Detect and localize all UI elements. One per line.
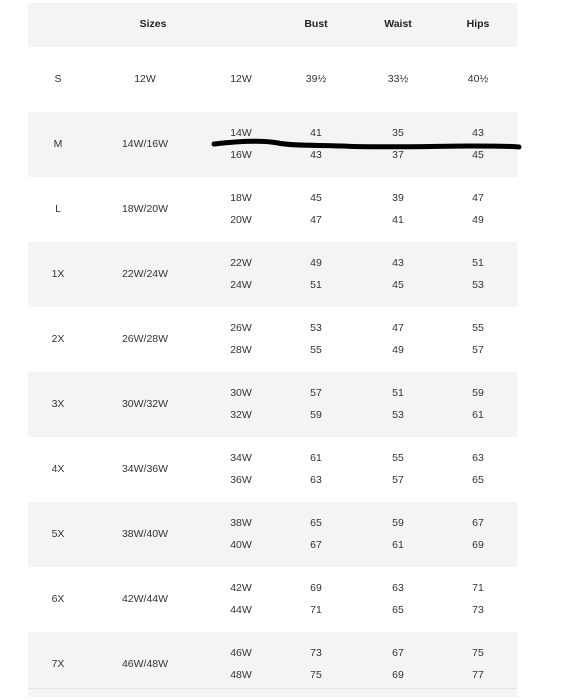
- waist-value: 39: [392, 192, 404, 204]
- women-size: 40W: [230, 539, 252, 551]
- waist-value: 49: [392, 344, 404, 356]
- women-size: 34W: [230, 452, 252, 464]
- hips-value: 69: [472, 539, 484, 551]
- hips-value: 40½: [467, 73, 489, 85]
- bust-value: 67: [310, 539, 322, 551]
- waist-value: 41: [392, 214, 404, 226]
- hips-value: 47: [472, 192, 484, 204]
- size-range: 42W/44W: [121, 593, 169, 605]
- waist-value: 61: [392, 539, 404, 551]
- waist-value: 35: [392, 127, 404, 139]
- women-size: 26W: [230, 322, 252, 334]
- hips-value: 57: [472, 344, 484, 356]
- waist-value: 69: [392, 669, 404, 681]
- hips-value: 55: [472, 322, 484, 334]
- size-label: M: [53, 138, 63, 150]
- size-range: 34W/36W: [121, 463, 169, 475]
- waist-value: 33½: [387, 73, 409, 85]
- women-size: 24W: [230, 279, 252, 291]
- waist-value: 51: [392, 387, 404, 399]
- women-size: 48W: [230, 669, 252, 681]
- bust-value: 47: [310, 214, 322, 226]
- size-label: 7X: [51, 658, 65, 670]
- women-size: 12W: [230, 73, 252, 85]
- size-label: 6X: [51, 593, 65, 605]
- size-range: 18W/20W: [121, 203, 169, 215]
- waist-value: 37: [392, 149, 404, 161]
- waist-value: 57: [392, 474, 404, 486]
- women-size: 32W: [230, 409, 252, 421]
- size-range: 38W/40W: [121, 528, 169, 540]
- women-size: 44W: [230, 604, 252, 616]
- bust-value: 51: [310, 279, 322, 291]
- women-size: 30W: [230, 387, 252, 399]
- waist-value: 43: [392, 257, 404, 269]
- size-label: 4X: [51, 463, 65, 475]
- hips-value: 49: [472, 214, 484, 226]
- size-label: 1X: [51, 268, 65, 280]
- waist-value: 55: [392, 452, 404, 464]
- bust-value: 63: [310, 474, 322, 486]
- women-size: 16W: [230, 149, 252, 161]
- size-label: S: [54, 73, 62, 85]
- size-range: 30W/32W: [121, 398, 169, 410]
- hips-value: 67: [472, 517, 484, 529]
- header-sizes: Sizes: [139, 18, 167, 30]
- women-size: 18W: [230, 192, 252, 204]
- header-bust: Bust: [304, 18, 328, 30]
- hips-value: 51: [472, 257, 484, 269]
- bust-value: 69: [310, 582, 322, 594]
- hips-value: 53: [472, 279, 484, 291]
- bust-value: 75: [310, 669, 322, 681]
- size-range: 46W/48W: [121, 658, 169, 670]
- size-label: 3X: [51, 398, 65, 410]
- bust-value: 73: [310, 647, 322, 659]
- size-range: 14W/16W: [121, 138, 169, 150]
- women-size: 14W: [230, 127, 252, 139]
- waist-value: 47: [392, 322, 404, 334]
- bust-value: 43: [310, 149, 322, 161]
- hips-value: 61: [472, 409, 484, 421]
- women-size: 46W: [230, 647, 252, 659]
- bust-value: 71: [310, 604, 322, 616]
- bust-value: 53: [310, 322, 322, 334]
- size-range: 22W/24W: [121, 268, 169, 280]
- waist-value: 63: [392, 582, 404, 594]
- size-label: L: [55, 203, 61, 215]
- size-label: 2X: [51, 333, 65, 345]
- waist-value: 59: [392, 517, 404, 529]
- hips-value: 71: [472, 582, 484, 594]
- bust-value: 59: [310, 409, 322, 421]
- waist-value: 45: [392, 279, 404, 291]
- hips-value: 77: [472, 669, 484, 681]
- bust-value: 57: [310, 387, 322, 399]
- size-range: 26W/28W: [121, 333, 169, 345]
- bust-value: 45: [310, 192, 322, 204]
- header-hips: Hips: [466, 18, 490, 30]
- hips-value: 65: [472, 474, 484, 486]
- hips-value: 59: [472, 387, 484, 399]
- women-size: 38W: [230, 517, 252, 529]
- hips-value: 45: [472, 149, 484, 161]
- waist-value: 65: [392, 604, 404, 616]
- size-label: 5X: [51, 528, 65, 540]
- hips-value: 73: [472, 604, 484, 616]
- waist-value: 53: [392, 409, 404, 421]
- women-size: 36W: [230, 474, 252, 486]
- women-size: 42W: [230, 582, 252, 594]
- marker-stroke: [214, 141, 519, 147]
- hips-value: 75: [472, 647, 484, 659]
- bust-value: 39½: [305, 73, 327, 85]
- bust-value: 49: [310, 257, 322, 269]
- bust-value: 61: [310, 452, 322, 464]
- hips-value: 63: [472, 452, 484, 464]
- hips-value: 43: [472, 127, 484, 139]
- women-size: 28W: [230, 344, 252, 356]
- bust-value: 65: [310, 517, 322, 529]
- header-waist: Waist: [384, 18, 412, 30]
- women-size: 20W: [230, 214, 252, 226]
- bust-value: 41: [310, 127, 322, 139]
- women-size: 22W: [230, 257, 252, 269]
- size-range: 12W: [134, 73, 156, 85]
- bust-value: 55: [310, 344, 322, 356]
- waist-value: 67: [392, 647, 404, 659]
